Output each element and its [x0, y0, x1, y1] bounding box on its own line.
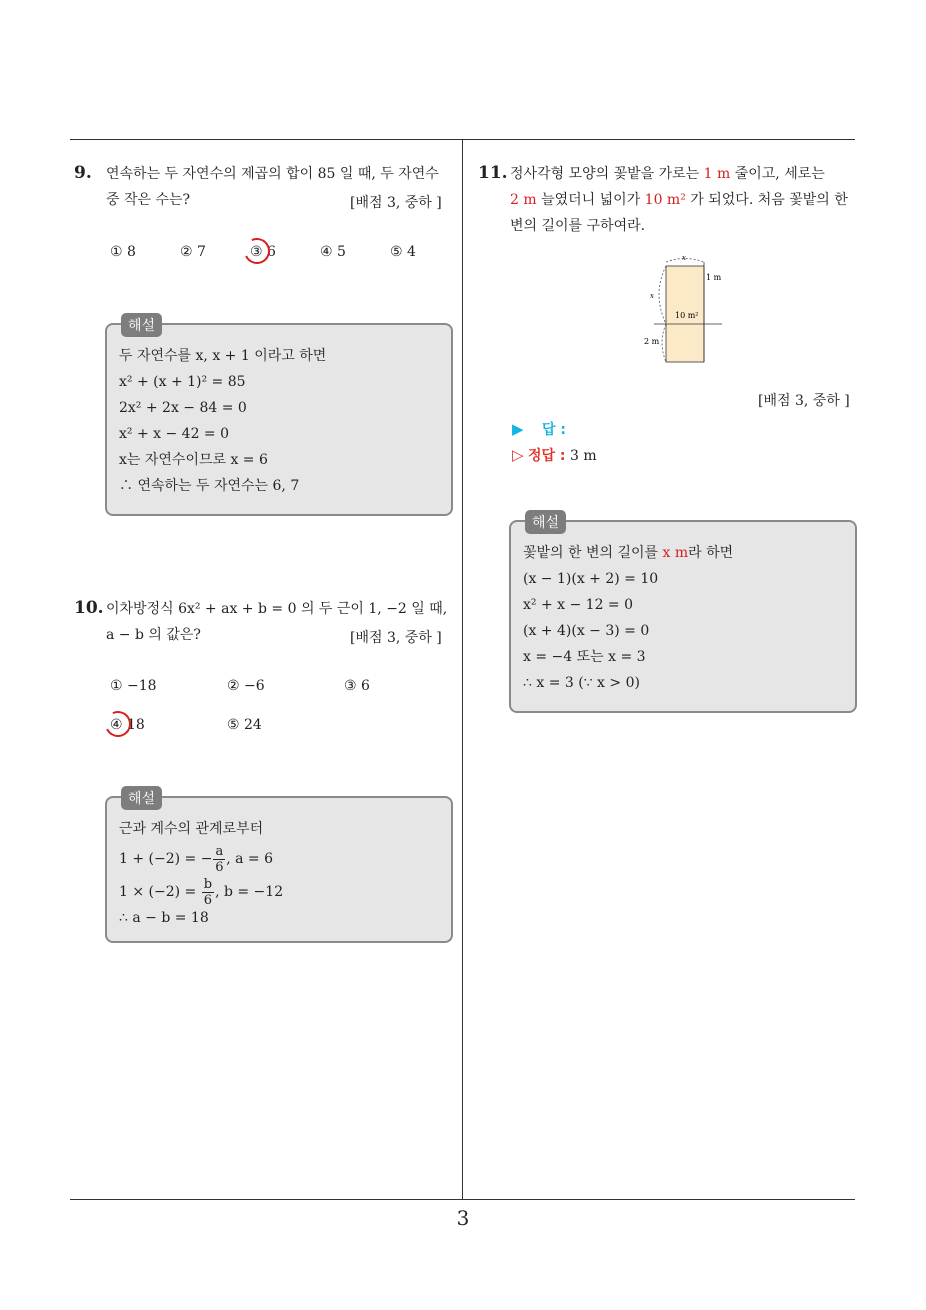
q11-figure-side-label: x: [650, 292, 654, 300]
q9-choice-2[interactable]: ② 7: [180, 244, 206, 260]
q9-points: [배점 3, 중하 ]: [350, 195, 442, 211]
q10-solution-tab: 해설: [121, 786, 162, 810]
q11-answer-arrow-icon: ▶: [512, 420, 524, 438]
q11-correct-value: [570, 448, 597, 464]
q10-line3-pre: 1 × (−2) =: [119, 884, 197, 900]
q11-figure-side-dashed-arc: [659, 266, 666, 324]
q10-line2-pre: 1 + (−2) = −: [119, 851, 213, 867]
q11-answer-label: 답 :: [542, 422, 566, 438]
q10-line3-post: , b = −12: [215, 884, 284, 900]
q11-figure-area-label: 10 m²: [675, 311, 699, 320]
q11-solution-line1-b: 라 하면: [688, 545, 734, 561]
q9-solution-line: 2x² + 2x − 84 = 0: [119, 400, 247, 416]
q9-solution-line: x² + (x + 1)² = 85: [119, 374, 246, 390]
q9-solution-line: 두 자연수를 x, x + 1 이라고 하면: [119, 348, 327, 364]
q10-fraction-a-den: 6: [215, 859, 224, 875]
q10-solution-box: [105, 791, 453, 943]
q11-solution-unit: x m: [662, 545, 689, 561]
q9-selected-mark-icon: [240, 234, 273, 267]
q10-choice-5[interactable]: ⑤ 24: [227, 717, 262, 733]
q11-solution-line: (x − 1)(x + 2) = 10: [523, 571, 659, 587]
q9-solution-tab: 해설: [121, 313, 162, 337]
q11-correct-label: 정답 :: [528, 448, 566, 464]
q10-selected-mark-icon: [101, 707, 134, 740]
q9-choice-1[interactable]: ① 8: [110, 244, 136, 260]
q11-points: [배점 3, 중하 ]: [758, 393, 850, 409]
q11-text-line2: [510, 187, 848, 214]
q11-solution-box: [509, 515, 857, 713]
q11-answer-row[interactable]: [512, 419, 566, 439]
q11-solution-line: x = −4 또는 x = 3: [523, 649, 646, 665]
q10-text-line1: 이차방정식 6x² + ax + b = 0 의 두 근이 1, −2 일 때,: [106, 601, 448, 617]
q10-solution-line3: [119, 876, 439, 908]
q11-figure-right-label: 1 m: [706, 273, 722, 282]
q11-correct-row: [512, 445, 597, 465]
q11-unit-1m: 1 m: [703, 166, 731, 182]
bottom-rule: [70, 1199, 855, 1200]
q9-solution-line: x² + x − 42 = 0: [119, 426, 230, 442]
q10-choice-2[interactable]: ② −6: [227, 678, 265, 694]
q9-solution-line: ∴ 연속하는 두 자연수는 6, 7: [119, 478, 300, 494]
q11-figure-top-label: x: [682, 254, 686, 262]
q9-text-line1: 연속하는 두 자연수의 제곱의 합이 85 일 때, 두 자연수: [106, 166, 439, 182]
q11-correct-arrow-icon: ▷: [512, 446, 524, 464]
q11-solution-line1-a: 꽃밭의 한 변의 길이를: [523, 545, 659, 561]
q11-solution-tab: 해설: [525, 510, 566, 534]
q11-number: 11.: [478, 163, 508, 183]
q9-text-line2: 중 작은 수는?: [106, 192, 191, 208]
q10-text-line2: a − b 의 값은?: [106, 627, 201, 643]
q9-solution-line: x는 자연수이므로 x = 6: [119, 452, 268, 468]
q11-solution-line1: [523, 540, 843, 566]
q11-text-line2-a: 늘였더니 넓이가: [541, 192, 641, 208]
q10-fraction-b: [202, 877, 214, 908]
q10-line2-post: , a = 6: [226, 851, 274, 867]
q11-figure: [640, 252, 740, 368]
q10-number: 10.: [74, 598, 104, 618]
column-divider: [462, 140, 463, 1200]
q10-fraction-a-num: a: [215, 843, 224, 859]
page-number: 3: [456, 1206, 470, 1230]
q11-text-line1: [510, 161, 825, 188]
q9-choice-4[interactable]: ④ 5: [320, 244, 346, 260]
q10-solution-line2: [119, 842, 439, 876]
q11-text-line1-b: 줄이고, 세로는: [734, 166, 825, 182]
q11-correct-value-text: 3 m: [569, 448, 597, 464]
q11-unit-2m: 2 m: [510, 192, 537, 208]
q9-choice-5[interactable]: ⑤ 4: [390, 244, 416, 260]
q11-solution-line: (x + 4)(x − 3) = 0: [523, 623, 650, 639]
q10-fraction-a: [213, 844, 225, 875]
q11-solution-line: ∴ x = 3 (∵ x > 0): [523, 675, 640, 691]
q11-text-line2-b: 가 되었다. 처음 꽃밭의 한: [690, 192, 848, 208]
q11-unit-10m2: 10 m²: [644, 192, 686, 208]
q10-fraction-b-num: b: [203, 876, 213, 892]
q10-solution-line1: 근과 계수의 관계로부터: [119, 821, 264, 837]
q10-points: [배점 3, 중하 ]: [350, 630, 442, 646]
q10-choice-4[interactable]: ④ 18: [110, 717, 145, 733]
q10-fraction-b-den: 6: [203, 892, 213, 908]
q11-text-line3: 변의 길이를 구하여라.: [510, 218, 646, 234]
q11-figure-bottom-dashed-arc: [662, 324, 666, 362]
q10-solution-line4: ∴ a − b = 18: [119, 910, 209, 926]
q10-choice-3[interactable]: ③ 6: [344, 678, 370, 694]
q9-choice-3[interactable]: ③ 6: [250, 244, 276, 260]
q11-figure-bottom-label: 2 m: [644, 337, 660, 346]
q9-solution-box: [105, 318, 453, 516]
q9-number: 9.: [74, 163, 92, 183]
q11-solution-line: x² + x − 12 = 0: [523, 597, 634, 613]
q10-choice-1[interactable]: ① −18: [110, 678, 157, 694]
q11-text-line1-a: 정사각형 모양의 꽃밭을 가로는: [510, 166, 700, 182]
